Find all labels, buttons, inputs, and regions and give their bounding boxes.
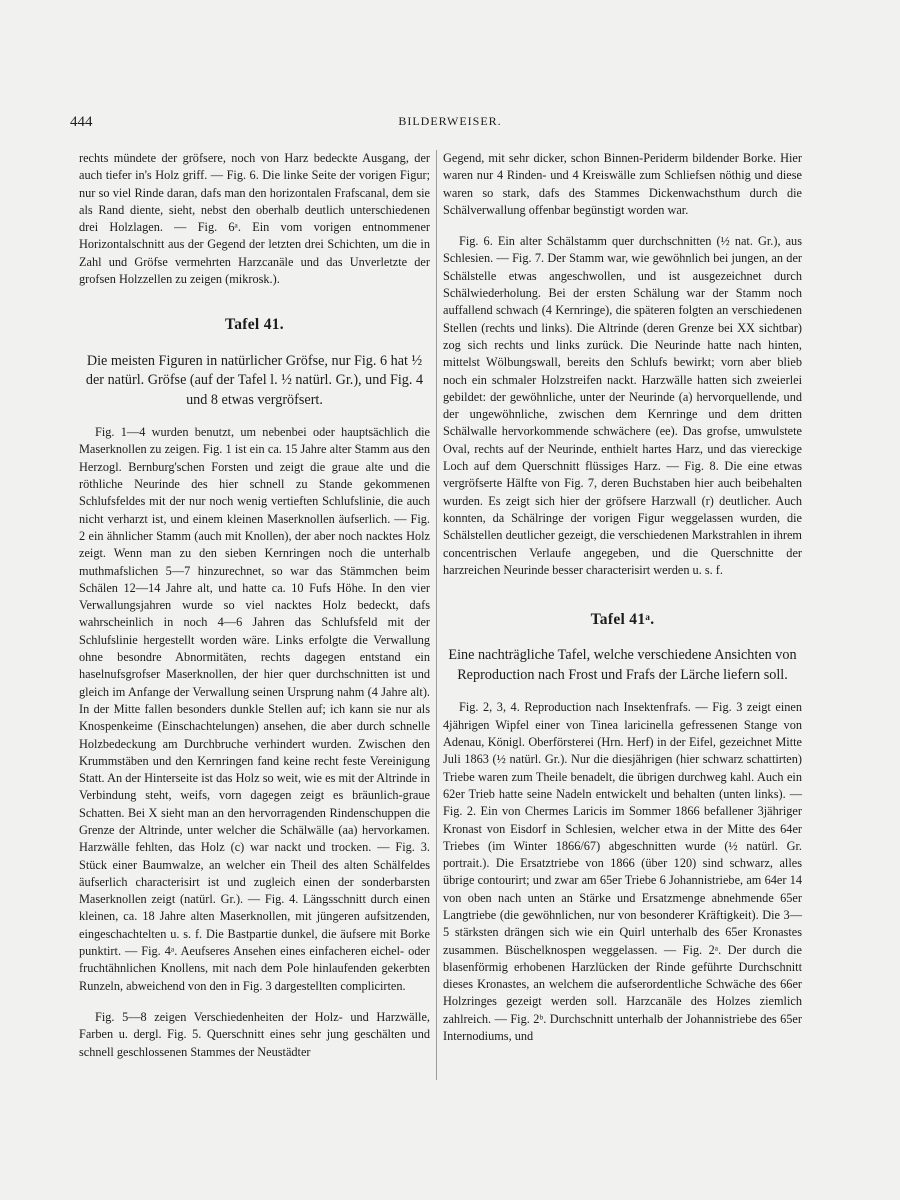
left-paragraph-top: rechts mündete der gröfsere, noch von Harz bedeckte Ausgang, der auch tiefer in's Holz griff. — Fig. 6. Die linke Seite der vorigen Figur; nur so viel Rinde daran, dafs man den horizontalen Frafscanal, dem sie als Rand diente, sieht, nebst den oberhalb deutlich unterschiedenen drei Holzlagen. — Fig. 6ᵃ. Ein vom vorigen entnommener Horizontalschnitt aus der Gegend der letzten drei Schichten, um die in Zahl und Gröfse vermehrten Harzcanäle und das Unverletzte der grofsen Holzzellen zu zeigen (mikrosk.).: [79, 151, 430, 287]
left-paragraph-bottom: Fig. 5—8 zeigen Verschiedenheiten der Holz- und Harzwälle, Farben u. dergl. Fig. 5. Querschnitt eines sehr jung geschälten und schnell geschlossenen Stammes der Neustädter: [79, 1009, 430, 1059]
column-divider: [436, 150, 437, 1080]
tafel-41a-subtitle: Eine nachträgliche Tafel, welche verschiedene Ansichten von Reproduction nach Frost und Frafs der Lärche liefern soll.: [448, 647, 797, 683]
tafel-41-heading: Tafel 41.: [225, 316, 284, 334]
tafel-41-subtitle: Die meisten Figuren in natürlicher Gröfse, nur Fig. 6 hat ½ der natürl. Gröfse (auf der Tafel l. ½ natürl. Gr.), und Fig. 4 und 8 etwas vergröfsert.: [85, 352, 424, 408]
right-paragraph-top: Gegend, mit sehr dicker, schon Binnen-Periderm bildender Borke. Hier waren nur 4 Rinden- und 4 Kreiswälle zum Schliefsen nöthig und diese waren so stark, dafs des Stammes Dickenwachsthum durch die Schälverwallung offenbar begünstigt worden war.: [443, 151, 802, 217]
page-header: [0, 114, 900, 140]
right-paragraph-fig6: Fig. 6. Ein alter Schälstamm quer durchschnitten (½ nat. Gr.), aus Schlesien. — Fig. 7. Der Stamm war, wie gewöhnlich bei jungen, an der Schälstelle etwas angeschwollen, und ist ausgezeichnet durch Schälwiederholung. Bei der ersten Schälung war der Stamm noch auffallend schwach (4 Kernringe), die späteren folgten an verschiedenen Stellen (rechts und links). Die Altrinde (deren Grenze bei XX sichtbar) zog sich rechts und links zurück. Die Neurinde hatte nach hinten, mittelst Wölbungswall, bereits den Schlufs bewirkt; vorn aber blieb noch ein schmaler Holzstreifen nackt. Harzwälle hatten sich zweierlei gebildet: der gewöhnliche, unter der Neurinde (a) hervorquellende, und der ungewöhnliche, zwischen dem Kernringe und dem dritten Schälwalle hervorkommende schwächere (ee). Das grofse, umwulstete Oval, rechts auf der Neurinde, enthielt hartes Harz, und das viereckige Loch auf dem Querschnitt flüssiges Harz. — Fig. 8. Die eine etwas vergröfserte Hälfte von Fig. 7, deren Buchstaben hier auch beibehalten wurden. Es zeigt sich hier der gröfsere Harzwall (r) deutlicher. Auch konnten, da Schälringe der vorigen Figur weggelassen wurden, die Schälstellen deutlicher gezeigt, die verschiedenen Markstrahlen in ihrem concentrischen Verlaufe angegeben, und die Querschnitte der harzreichen Neurinde besser characterisirt werden u. s. f.: [443, 234, 802, 577]
tafel-41a-heading: Tafel 41ᵃ.: [590, 611, 655, 629]
left-column: [79, 150, 430, 1061]
running-title: BILDERWEISER.: [398, 114, 502, 128]
right-column: [443, 150, 802, 1045]
page-number: 444: [70, 114, 93, 130]
left-paragraph-main: Fig. 1—4 wurden benutzt, um nebenbei oder hauptsächlich die Maserknollen zu zeigen. Fig. 1 ist ein ca. 15 Jahre alter Stamm aus den Herzogl. Bernburg'schen Forsten und zeigt die graue alte und die röthliche Neurinde des hier schnell zu Stande gekommenen Schlufsfeldes mit der nur noch wenig vertieften Schlufslinie, die auch nicht verharzt ist, und einem kleinen Maserknollen äufserlich. — Fig. 2 ein ähnlicher Stamm (auch mit Knollen), der aber noch nacktes Holz zeigt. Wenn man zu den sieben Kernringen noch die unterhalb muthmafslichen 5—7 hinzurechnet, so war das Stämmchen beim Schälen 12—14 Jahre alt, und hatte ca. 10 Fufs Höhe. In den vier Verwallungsjahren wurde so viel nacktes Holz bedeckt, dafs wahrscheinlich in noch 4—6 Jahren das Schlufsfeld mit der Schlufslinie hergestellt worden wäre. Links erfolgte die Verwallung ohne besondre Abnormitäten, rechts dagegen entstand ein haselnufsgrofser Maserknollen, der hier quer durchschnitten ist und gleich im Anfange der Verwallung seinen Ursprung nahm (4 Jahre alt). In der Mitte fallen besonders dunkle Stellen auf; ich kann sie nur als Knospenkeime (Einschachtelungen) ansehen, die aber durch schnelle Holzbedeckung am Durchbruche verhindert wurden. Zwischen den Krummstäben und den Kernringen fand keine recht feste Vereinigung Statt. An der Hinterseite ist das Holz so weit, wie es mit der Altrinde in Verbindung steht, weifs, vorn dagegen zeigt es bräunlich-graue Schatten. Bei X sieht man an den hervorragenden Rindenschuppen die Grenze der Altrinde, unter welcher die Schälwälle (aa) hervorkamen. Harzwälle fehlten, das Holz (c) war nackt und trocken. — Fig. 3. Stück einer Baumwalze, an welcher ein Theil des alten Schälfeldes äufserlich characterisirt ist und zugleich einen der sonderbarsten Maserknollen zeigt (natürl. Gr.). — Fig. 4. Längsschnitt durch einen kleinen, ca. 18 Jahre alten Maserknollen, mit jüngeren aufsitzenden, eingeschachtelten u. s. f. Die Bastpartie dunkel, die äufsere mit Borke punktirt. — Fig. 4ᵃ. Aeufseres Ansehen eines einfacheren eichel- oder fruchtähnlichen Knollens, mit nach dem Pole hinlaufenden gekerbten Runzeln, abweichend von den in Fig. 3 dargestellten complicirten.: [79, 425, 430, 993]
right-paragraph-main: Fig. 2, 3, 4. Reproduction nach Insektenfrafs. — Fig. 3 zeigt einen 4jährigen Wipfel einer von Tinea laricinella gefressenen Stange von Adenau, Königl. Oberförsterei (Hrn. Herf) in der Eifel, gezeichnet Mitte Juli 1863 (½ natürl. Gr.). Nur die diesjährigen (hier schwarz schattirten) Triebe waren zum Theile benadelt, die übrigen durchweg kahl. Auch ein 62er Trieb hatte seine Nadeln entwickelt und behalten (unten links). — Fig. 2. Ein von Chermes Laricis im Sommer 1866 befallener 3jähriger Kronast von Eisdorf in Schlesien, welcher etwa in der Mitte des 64er Triebes (im Winter 1866/67) abgeschnitten wurde (½ natürl. Gr. portrait.). Die Ersatztriebe von 1866 (über 120) sind schwarz, alles übrige contourirt; und zwar am 65er Triebe 6 Johannistriebe, am 64er 14 von oben nach unten an Stärke und Ersatzmenge abnehmende 65er Langtriebe (die gewöhnlichen, nur von besonderer Kräftigkeit). Die 3—5 stärksten drängen sich wie ein Quirl unterhalb des 65er Kronastes zusammen. Büschelknospen weggelassen. — Fig. 2ᵃ. Der durch die blasenförmig erhobenen Harzlücken der Rinde geführte Durchschnitt dieses Kronastes, an welchem die aufserordentliche Schwäche des 66er Holzringes gezeigt werden soll. Harzcanäle des Holzes ziemlich zahlreich. — Fig. 2ᵇ. Durchschnitt unterhalb der Johannistriebe des 65er Internodiums, und: [443, 700, 802, 1044]
